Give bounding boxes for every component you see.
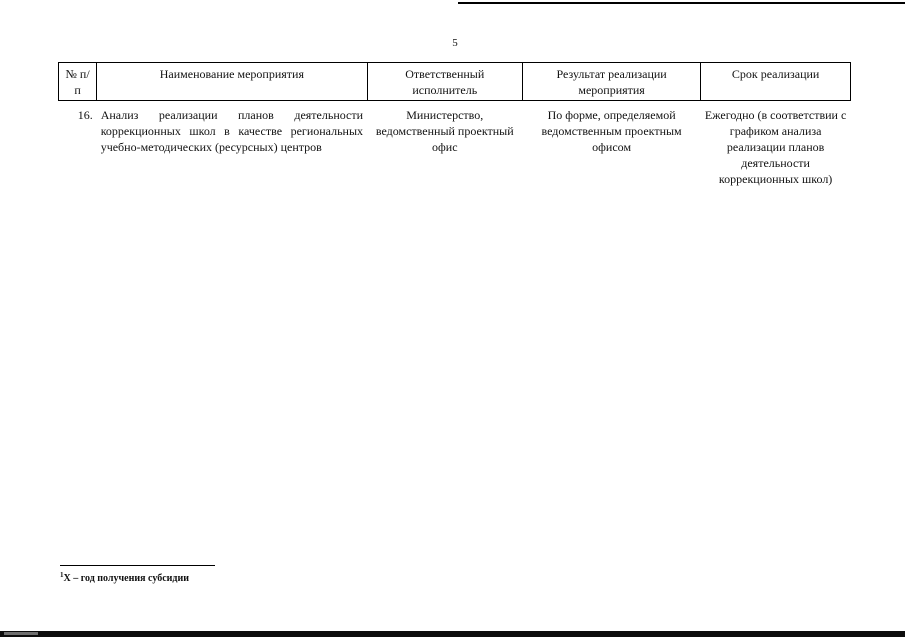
header-activity-name: Наименование мероприятия <box>97 63 367 101</box>
footnote-separator <box>60 565 215 566</box>
row-term: Ежегодно (в соответствии с графиком анализа реализации планов деятельности коррекционных школ) <box>704 108 847 186</box>
footnote-marker: 1 <box>60 571 64 579</box>
header-number: № п/п <box>59 63 97 101</box>
bottom-scan-border <box>0 631 905 637</box>
activities-table <box>58 62 851 187</box>
row-number: 16. <box>77 108 93 122</box>
header-responsible: Ответственный исполнитель <box>367 63 522 101</box>
header-term: Срок реализации <box>701 63 851 101</box>
footnote <box>60 571 189 584</box>
table-row <box>59 101 851 188</box>
top-border-line <box>458 2 905 4</box>
table-header-row <box>59 63 851 101</box>
row-activity-name: Анализ реализации планов деятельности коррекционных школ в качестве региональных учебно-методических (ресурсных) центров <box>100 108 364 154</box>
footnote-text: X – год получения субсидии <box>63 573 189 584</box>
header-result: Результат реализации мероприятия <box>522 63 700 101</box>
scan-artifact <box>4 632 38 635</box>
row-result: По форме, определяемой ведомственным проектным офисом <box>541 108 682 154</box>
page-number: 5 <box>452 37 458 49</box>
row-responsible: Министерство, ведомственный проектный офис <box>375 108 514 154</box>
